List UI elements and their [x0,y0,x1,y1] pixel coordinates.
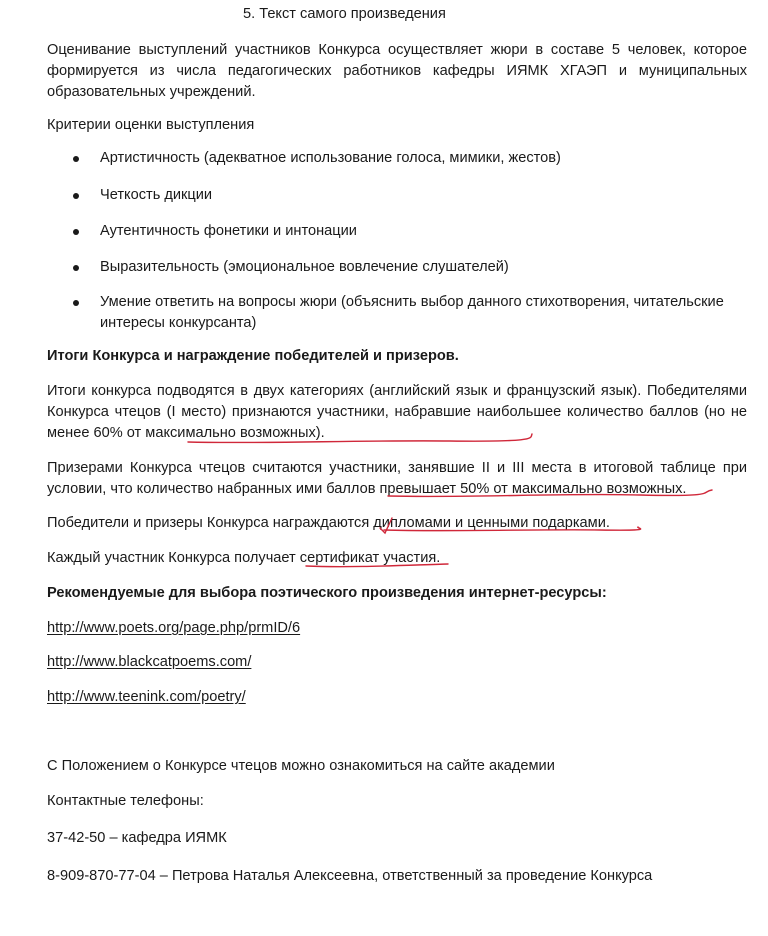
bullet-icon [73,148,81,162]
results-heading: Итоги Конкурса и награждение победителей и призеров. [47,348,459,364]
resource-link-poets[interactable]: http://www.poets.org/page.php/prmID/6 [47,620,301,636]
bullet-icon [73,257,81,271]
criteria-item-text: Умение ответить на вопросы жюри (объяснить выбор данного стихотворения, читательские интересы конкурсанта) [100,294,724,331]
bullet-icon [73,221,81,235]
bullet-icon [73,292,81,306]
numbered-item: 5. Текст самого произведения [243,6,446,22]
regulation-note: С Положением о Конкурсе чтецов можно ознакомиться на сайте академии [47,758,555,774]
criteria-item-text: Четкость дикции [100,187,213,203]
contact-organizer: 8-909-870-77-04 – Петрова Наталья Алексеевна, ответственный за проведение Конкурса [47,868,653,884]
resource-link-teenink[interactable]: http://www.teenink.com/poetry/ [47,689,246,705]
jury-paragraph: Оценивание выступлений участников Конкурса осуществляет жюри в составе 5 человек, которое формируется из числа педагогических работников кафедры ИЯМК ХГАЭП и муниципальных образовательных учреждений. [47,42,747,100]
results-paragraph-certificate: Каждый участник Конкурса получает сертификат участия. [47,550,441,566]
criteria-item-text: Аутентичность фонетики и интонации [100,223,357,239]
resource-link-blackcatpoems[interactable]: http://www.blackcatpoems.com/ [47,654,252,670]
contact-department: 37-42-50 – кафедра ИЯМК [47,830,227,846]
resources-heading: Рекомендуемые для выбора поэтического произведения интернет-ресурсы: [47,585,607,601]
criteria-item-text: Артистичность (адекватное использование голоса, мимики, жестов) [100,150,561,166]
results-paragraph-winners: Итоги конкурса подводятся в двух категориях (английский язык и французский язык). Победителями Конкурса чтецов (I место) признаются участники, набравшие наибольшее количество баллов (но не менее 60% от максимально возможных). [47,383,747,441]
criteria-item-text: Выразительность (эмоциональное вовлечение слушателей) [100,259,509,275]
contacts-heading: Контактные телефоны: [47,793,204,809]
criteria-heading: Критерии оценки выступления [47,117,255,133]
results-paragraph-awards: Победители и призеры Конкурса награждаются дипломами и ценными подарками. [47,515,610,531]
bullet-icon [73,185,81,199]
results-paragraph-prizewinners: Призерами Конкурса чтецов считаются участники, занявшие II и III места в итоговой таблице при условии, что количество набранных ими баллов превышает 50% от максимально возможных. [47,460,747,497]
